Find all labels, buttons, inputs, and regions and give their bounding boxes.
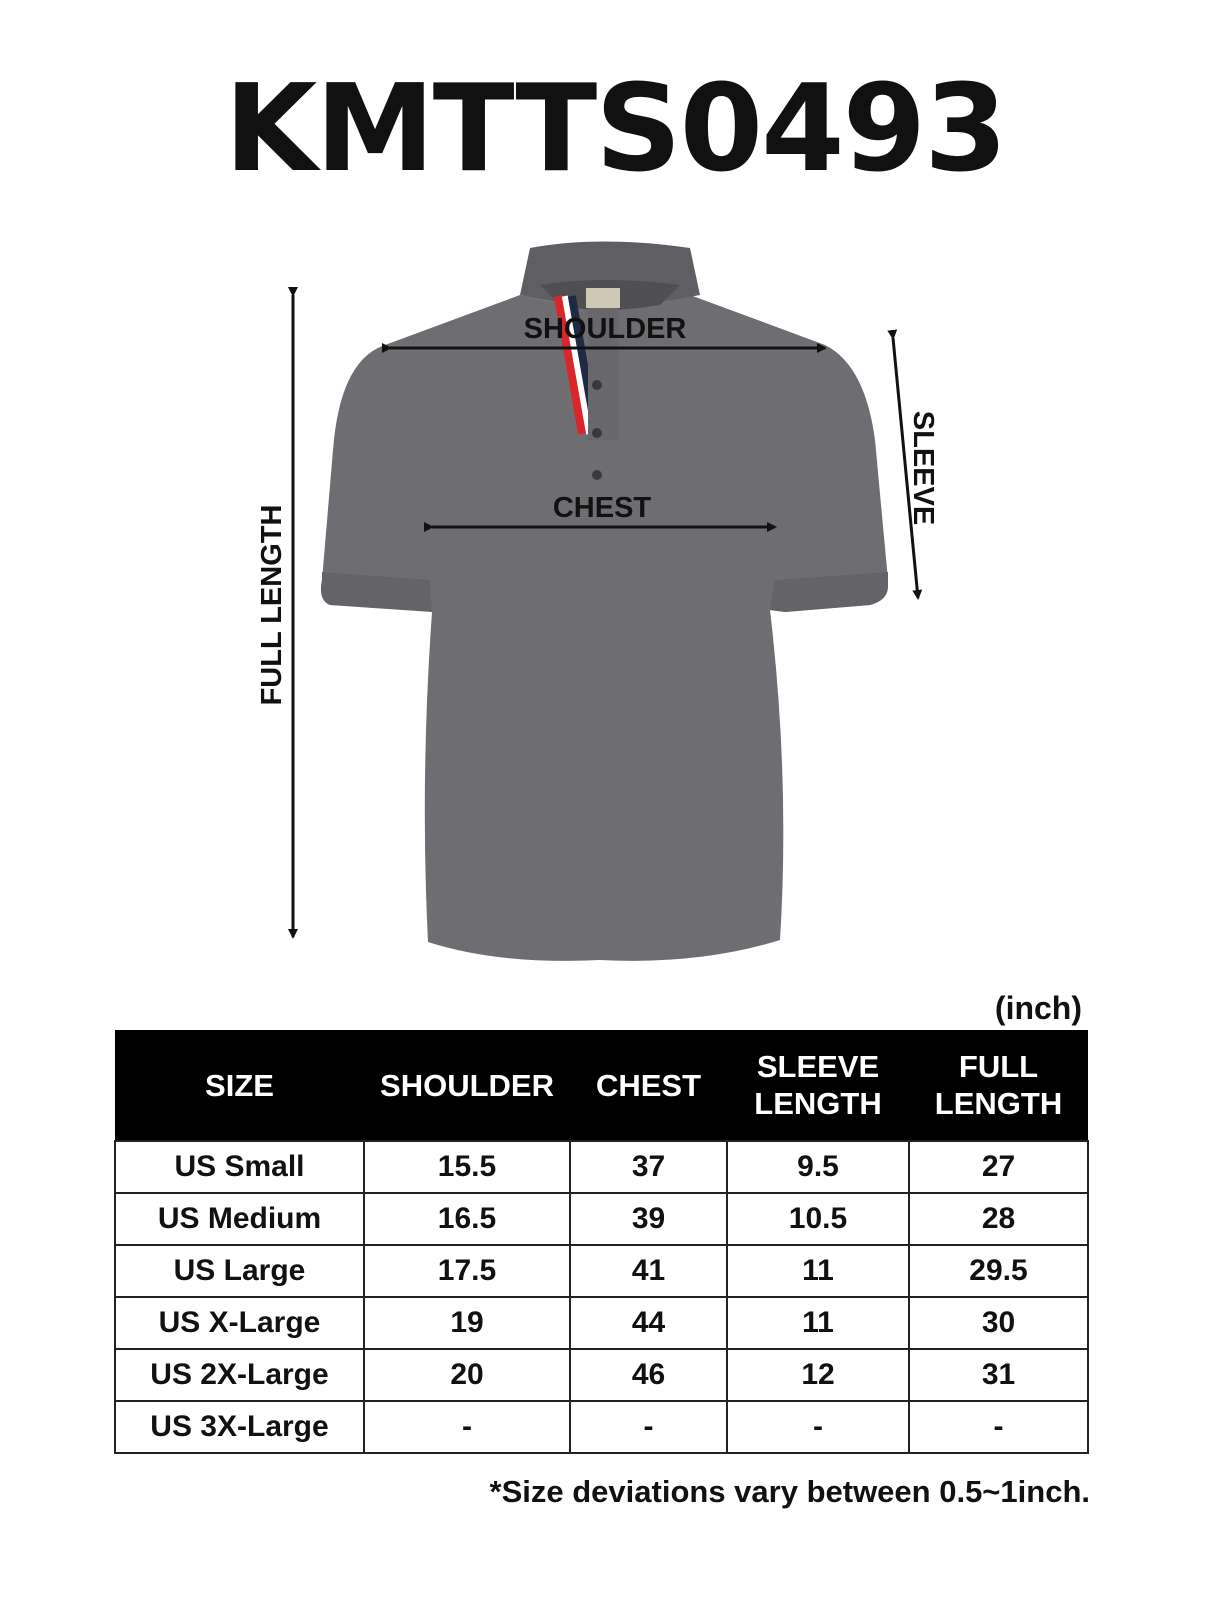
button-1 (592, 380, 602, 390)
cell-shoulder: - (364, 1401, 570, 1453)
cell-chest: 41 (570, 1245, 727, 1297)
cell-shoulder: 16.5 (364, 1193, 570, 1245)
shirt-diagram-svg (0, 220, 1230, 980)
cell-shoulder: 17.5 (364, 1245, 570, 1297)
cell-size: US 3X-Large (115, 1401, 364, 1453)
header-full-length (909, 1030, 1088, 1141)
table-row (115, 1141, 1088, 1193)
cell-size: US X-Large (115, 1297, 364, 1349)
cell-sleeve: 11 (727, 1245, 909, 1297)
full-length-label: FULL LENGTH (256, 504, 288, 706)
button-3 (592, 470, 602, 480)
cell-chest: 37 (570, 1141, 727, 1193)
cell-sleeve: 11 (727, 1297, 909, 1349)
cell-size: US Large (115, 1245, 364, 1297)
cell-size: US 2X-Large (115, 1349, 364, 1401)
neck-tag (586, 288, 620, 308)
header-chest: CHEST (570, 1030, 727, 1141)
size-chart-table (114, 1030, 1089, 1454)
cell-full-length: 31 (909, 1349, 1088, 1401)
cell-full-length: 28 (909, 1193, 1088, 1245)
cell-sleeve: 9.5 (727, 1141, 909, 1193)
cell-sleeve: 10.5 (727, 1193, 909, 1245)
cell-chest: 44 (570, 1297, 727, 1349)
cell-full-length: 30 (909, 1297, 1088, 1349)
cell-size: US Medium (115, 1193, 364, 1245)
cell-chest: - (570, 1401, 727, 1453)
cell-size: US Small (115, 1141, 364, 1193)
size-deviation-note: *Size deviations vary between 0.5~1inch. (489, 1474, 1090, 1509)
table-row (115, 1401, 1088, 1453)
cell-shoulder: 20 (364, 1349, 570, 1401)
cell-full-length: - (909, 1401, 1088, 1453)
header-full-line1: FULL (958, 1049, 1039, 1084)
header-sleeve-line1: SLEEVE (756, 1049, 880, 1084)
shoulder-label: SHOULDER (523, 313, 687, 345)
table-header-row (115, 1030, 1088, 1141)
table-row (115, 1193, 1088, 1245)
header-sleeve-length (727, 1030, 909, 1141)
cell-chest: 46 (570, 1349, 727, 1401)
cell-shoulder: 19 (364, 1297, 570, 1349)
cell-sleeve: 12 (727, 1349, 909, 1401)
cell-full-length: 29.5 (909, 1245, 1088, 1297)
header-size: SIZE (115, 1030, 364, 1141)
button-2 (592, 428, 602, 438)
header-full-line2: LENGTH (934, 1086, 1063, 1121)
cell-chest: 39 (570, 1193, 727, 1245)
cell-sleeve: - (727, 1401, 909, 1453)
cell-shoulder: 15.5 (364, 1141, 570, 1193)
table-row (115, 1349, 1088, 1401)
chest-label: CHEST (552, 492, 652, 524)
cell-full-length: 27 (909, 1141, 1088, 1193)
measurement-diagram (0, 220, 1230, 980)
table-row (115, 1297, 1088, 1349)
header-sleeve-line2: LENGTH (754, 1086, 882, 1121)
table-row (115, 1245, 1088, 1297)
unit-label: (inch) (994, 990, 1082, 1026)
product-code-title: KMTTS0493 (224, 60, 1006, 199)
sleeve-label: SLEEVE (907, 410, 939, 526)
header-shoulder: SHOULDER (364, 1030, 570, 1141)
